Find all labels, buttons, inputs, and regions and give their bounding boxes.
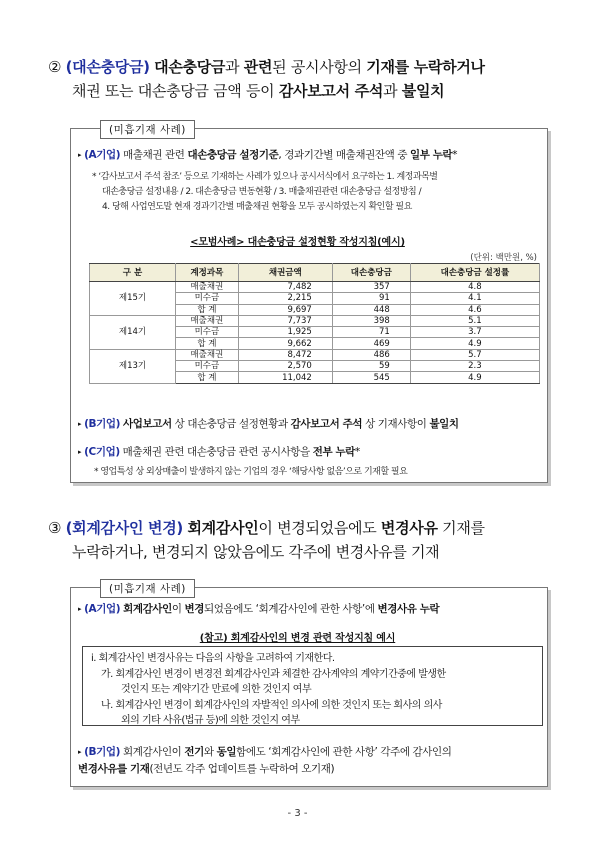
table-cell: 4.9 — [410, 372, 539, 383]
allowance-table — [89, 263, 540, 384]
section-tag: (회계감사인 변경) — [65, 519, 183, 537]
table-cell: 매출채권 — [176, 282, 239, 293]
guide-line: 가. 회계감사인 변경이 변경전 회계감사인과 체결한 감사계약의 계약기간중에 발생한 — [101, 668, 446, 680]
table-cell: 2.3 — [410, 361, 539, 372]
table-row — [90, 349, 540, 360]
triangle-bullet-icon: ▸ — [78, 420, 82, 428]
col-header: 계정과목 — [176, 264, 239, 282]
note-a-line2: 대손충당금 설정내용 / 2. 대손충당금 변동현황 / 3. 매출채권관련 대손충당금 설정방침 / — [102, 187, 422, 197]
section-number: ② — [48, 58, 62, 76]
heading-text: 채권 또는 대손충당금 금액 등이 — [72, 82, 275, 100]
table-cell: 7,482 — [238, 282, 332, 293]
triangle-bullet-icon: ▸ — [78, 605, 82, 613]
note-a-line1: * ‘감사보고서 주석 참조’ 등으로 기재하는 사례가 있으나 공시서식에서 요구하는 1. 계정과목별 — [92, 172, 438, 182]
table-cell: 469 — [332, 338, 410, 349]
note-a-line3: 4. 당해 사업연도말 현재 경과기간별 매출채권 현황을 모두 공시하였는지 확인할 필요 — [102, 202, 412, 212]
company-label: (C기업) — [84, 446, 120, 458]
table-cell: 8,472 — [238, 349, 332, 360]
company-label: (A기업) — [84, 149, 121, 161]
heading-bold: 관련 — [243, 58, 273, 76]
section3-heading — [48, 516, 553, 564]
table-row — [90, 282, 540, 293]
item-b — [78, 416, 542, 433]
table-cell: 7,737 — [238, 315, 332, 326]
col-header: 대손충당금 설정률 — [410, 264, 539, 282]
period-cell: 제13기 — [90, 349, 176, 383]
item-bold: 변경 — [184, 603, 205, 615]
heading-text: 누락하거나, 변경되지 않았음에도 각주에 변경사유를 기재 — [72, 543, 440, 561]
item-bold: 불일치 — [429, 418, 459, 430]
heading-text: 이 변경되었음에도 — [258, 519, 377, 537]
item-text: 함에도 ‘회계감사인에 관한 사항’ 각주에 감사인의 — [236, 746, 452, 758]
item-text: (전년도 각주 업데이트를 누락하여 오기재) — [149, 763, 335, 775]
heading-bold: 감사보고서 주석 — [278, 82, 384, 100]
company-label: (B기업) — [84, 418, 121, 430]
item-bold: 변경사유 누락 — [377, 603, 440, 615]
table-cell: 357 — [332, 282, 410, 293]
item-a — [78, 601, 542, 618]
period-cell: 제15기 — [90, 282, 176, 316]
table-cell: 2,215 — [238, 293, 332, 304]
table-cell: 미수금 — [176, 293, 239, 304]
company-label: (B기업) — [84, 746, 121, 758]
col-header: 구 분 — [90, 264, 176, 282]
item-bold: 사업보고서 — [122, 418, 172, 430]
table-cell: 합 계 — [176, 372, 239, 383]
table-cell: 3.7 — [410, 327, 539, 338]
table-cell: 4.8 — [410, 282, 539, 293]
section2-heading — [48, 55, 553, 103]
table-cell: 71 — [332, 327, 410, 338]
heading-bold: 회계감사인 — [187, 519, 259, 537]
item-text: 와 — [203, 746, 214, 758]
heading-bold: 대손충당금 — [154, 58, 226, 76]
table-cell: 5.7 — [410, 349, 539, 360]
table-row — [90, 315, 540, 326]
item-text: 되었음에도 ‘회계감사인에 관한 사항’에 — [204, 603, 375, 615]
item-bold: 동일 — [216, 746, 237, 758]
table-unit: (단위: 백만원, %) — [470, 253, 537, 263]
heading-bold: 변경사유 — [380, 519, 438, 537]
item-text: 매출채권 관련 대손충당금 관련 공시사항을 — [122, 446, 310, 458]
heading-bold: 불일치 — [401, 82, 445, 100]
col-header: 채권금액 — [238, 264, 332, 282]
item-bold: 전부 누락 — [312, 446, 355, 458]
table-cell: 9,697 — [238, 304, 332, 315]
table-cell: 486 — [332, 349, 410, 360]
table-header-row — [90, 264, 540, 282]
guide-box — [82, 646, 543, 726]
table-cell: 합 계 — [176, 304, 239, 315]
table-cell: 5.1 — [410, 315, 539, 326]
heading-bold: 기재를 누락하거나 — [366, 58, 485, 76]
triangle-bullet-icon: ▸ — [78, 448, 82, 456]
guide-line: 것인지 또는 계약기간 만료에 의한 것인지 여부 — [121, 684, 312, 695]
item-bold: 회계감사인 — [123, 603, 172, 615]
section-number: ③ — [48, 519, 62, 537]
table-cell: 545 — [332, 372, 410, 383]
table-cell: 미수금 — [176, 327, 239, 338]
triangle-bullet-icon: ▸ — [78, 151, 82, 159]
item-bold: 감사보고서 주석 — [290, 418, 363, 430]
table-cell: 448 — [332, 304, 410, 315]
guide-title: (참고) 회계감사인의 변경 관련 작성지침 예시 — [199, 633, 396, 644]
triangle-bullet-icon: ▸ — [78, 748, 82, 756]
heading-text: 기재를 — [442, 519, 485, 537]
item-text: 상 대손충당금 설정현황과 — [174, 418, 288, 430]
table-cell: 매출채권 — [176, 349, 239, 360]
item-text: 회계감사인이 — [122, 746, 182, 758]
item-bold: 전기 — [184, 746, 204, 758]
item-b — [78, 744, 542, 777]
table-cell: 1,925 — [238, 327, 332, 338]
heading-text: 과 — [225, 58, 240, 76]
item-text: , 경과기간별 매출채권잔액 중 — [278, 149, 408, 161]
table-cell: 91 — [332, 293, 410, 304]
table-cell: 59 — [332, 361, 410, 372]
note-c: * 영업특성 상 외상매출이 발생하지 않는 기업의 경우 ‘해당사항 없음’으로 기재할 필요 — [94, 467, 408, 477]
item-text: * — [354, 446, 360, 458]
heading-text: 과 — [383, 82, 398, 100]
item-text: * — [452, 149, 458, 161]
col-header: 대손충당금 — [332, 264, 410, 282]
page-number: - 3 - — [287, 808, 308, 819]
company-label: (A기업) — [84, 603, 121, 615]
item-bold: 일부 누락 — [410, 149, 453, 161]
item-text: 매출채권 관련 — [123, 149, 185, 161]
table-cell: 매출채권 — [176, 315, 239, 326]
item-bold: 변경사유를 기재 — [78, 763, 150, 775]
box-label: (미흡기재 사례) — [100, 120, 195, 139]
period-cell: 제14기 — [90, 315, 176, 349]
table-cell: 398 — [332, 315, 410, 326]
item-bold: 대손충당금 설정기준 — [187, 149, 279, 161]
item-c — [78, 444, 542, 461]
item-text: 상 기재사항이 — [365, 418, 427, 430]
guide-line: 외의 기타 사유(법규 등)에 의한 것인지 여부 — [121, 715, 300, 726]
item-text: 이 — [171, 603, 182, 615]
heading-text: 된 공시사항의 — [272, 58, 362, 76]
table-cell: 4.9 — [410, 338, 539, 349]
table-title: <모범사례> 대손충당금 설정현황 작성지침(예시) — [190, 237, 405, 248]
table-cell: 11,042 — [238, 372, 332, 383]
table-cell: 9,662 — [238, 338, 332, 349]
box-label: (미흡기재 사례) — [100, 579, 195, 598]
table-cell: 2,570 — [238, 361, 332, 372]
table-cell: 합 계 — [176, 338, 239, 349]
table-cell: 미수금 — [176, 361, 239, 372]
guide-line: ⅰ. 회계감사인 변경사유는 다음의 사항을 고려하여 기재한다. — [91, 653, 335, 664]
table-cell: 4.1 — [410, 293, 539, 304]
item-a — [78, 147, 542, 164]
table-cell: 4.6 — [410, 304, 539, 315]
section-tag: (대손충당금) — [65, 58, 150, 76]
guide-line: 나. 회계감사인 변경이 회계감사인의 자발적인 의사에 의한 것인지 또는 회사의 의사 — [101, 699, 442, 711]
